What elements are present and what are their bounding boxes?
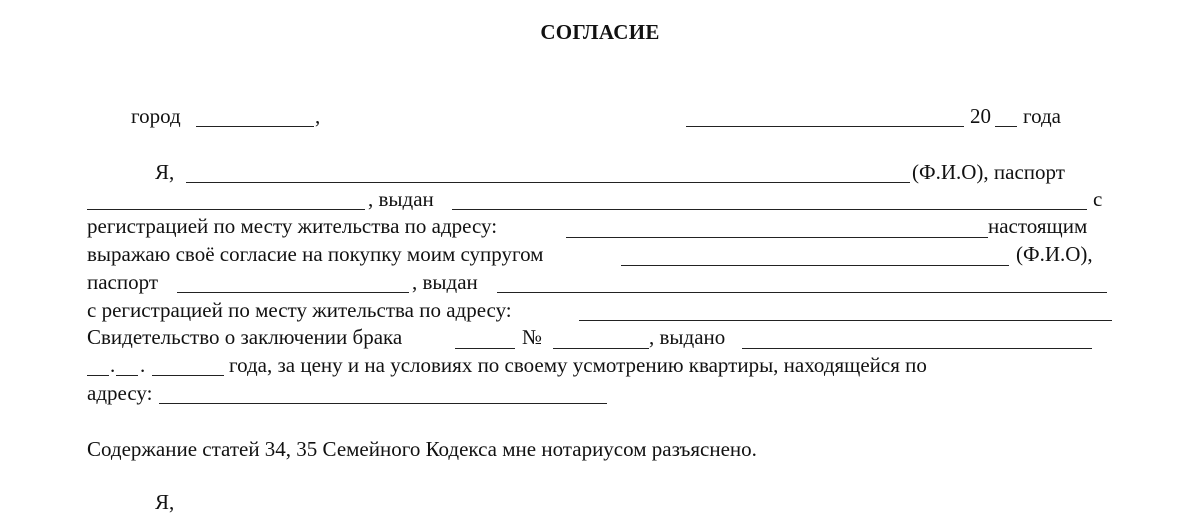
line7-mid: , выдано bbox=[649, 325, 726, 349]
line9-start: адресу: bbox=[87, 381, 153, 405]
line11-start: Я, bbox=[155, 490, 175, 514]
spouse-passport-field[interactable] bbox=[177, 292, 409, 293]
year-suffix: года bbox=[1023, 104, 1061, 128]
line5-start: паспорт bbox=[87, 270, 159, 294]
city-label: город bbox=[131, 104, 181, 128]
address-field[interactable] bbox=[566, 237, 988, 238]
dot1: . bbox=[110, 353, 116, 377]
line1-end: (Ф.И.О), паспорт bbox=[912, 160, 1065, 184]
line5-mid: , выдан bbox=[412, 270, 478, 294]
certificate-series-field[interactable] bbox=[455, 348, 515, 349]
cert-year-field[interactable] bbox=[152, 375, 224, 376]
year-field[interactable] bbox=[995, 126, 1017, 127]
line2-mid: , выдан bbox=[368, 187, 434, 211]
apartment-address-field[interactable] bbox=[159, 403, 607, 404]
line3-start: регистрацией по месту жительства по адресу: bbox=[87, 214, 498, 238]
articles-statement: Содержание статей 34, 35 Семейного Кодекса мне нотариусом разъяснено. bbox=[87, 437, 757, 461]
comma: , bbox=[315, 104, 321, 128]
certificate-issued-by-field[interactable] bbox=[742, 348, 1092, 349]
date-field[interactable] bbox=[686, 126, 964, 127]
line6-start: с регистрацией по месту жительства по адресу: bbox=[87, 298, 512, 322]
line1-start: Я, bbox=[155, 160, 175, 184]
line8-text: года, за цену и на условиях по своему усмотрению квартиры, находящейся по bbox=[229, 353, 927, 377]
fio-field[interactable] bbox=[186, 182, 910, 183]
spouse-issued-by-field[interactable] bbox=[497, 292, 1107, 293]
day-field[interactable] bbox=[87, 375, 109, 376]
line7-start: Свидетельство о заключении брака bbox=[87, 325, 403, 349]
dot2: . bbox=[140, 353, 146, 377]
month-field[interactable] bbox=[116, 375, 138, 376]
page-title: СОГЛАСИЕ bbox=[540, 20, 660, 44]
year-prefix: 20 bbox=[970, 104, 991, 128]
spouse-address-field[interactable] bbox=[579, 320, 1112, 321]
line3-end: настоящим bbox=[988, 214, 1088, 238]
line4-start: выражаю своё согласие на покупку моим супругом bbox=[87, 242, 544, 266]
issued-by-field[interactable] bbox=[452, 209, 1087, 210]
passport-field[interactable] bbox=[87, 209, 365, 210]
line4-end: (Ф.И.О), bbox=[1016, 242, 1093, 266]
certificate-number-field[interactable] bbox=[553, 348, 649, 349]
line2-end: с bbox=[1093, 187, 1103, 211]
city-field[interactable] bbox=[196, 126, 314, 127]
number-sign: № bbox=[522, 325, 543, 349]
spouse-fio-field[interactable] bbox=[621, 265, 1009, 266]
